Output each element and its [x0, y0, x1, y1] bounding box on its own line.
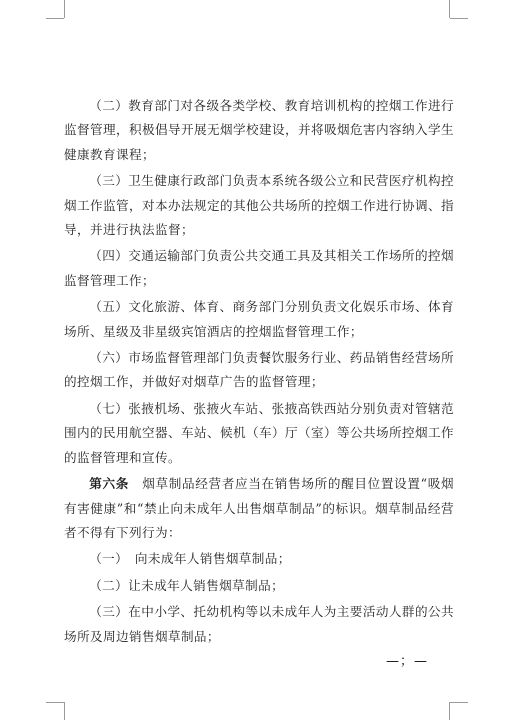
crop-mark-top-left-horizontal — [46, 18, 64, 19]
prohibited-item-3: （三）在中小学、托幼机构等以未成年人为主要活动人群的公共场所及周边销售烟草制品； — [64, 604, 454, 644]
crop-mark-bottom-right-horizontal — [450, 702, 468, 703]
article-6-heading: 第六条 — [89, 476, 129, 492]
crop-mark-bottom-left-vertical — [64, 702, 65, 720]
clause-7: （七）张掖机场、张掖火车站、张掖高铁西站分别负责对管辖范围内的民用航空器、车站、候机（车）厅（室）等公共场所控烟工作的监督管理和宣传。 — [64, 400, 454, 465]
clause-5: （五）文化旅游、体育、商务部门分别负责文化娱乐市场、体育场所、星级及非星级宾馆酒店的控烟监督管理工作； — [64, 299, 454, 339]
prohibited-item-1: （一） 向未成年人销售烟草制品； — [89, 551, 291, 567]
clause-3: （三）卫生健康行政部门负责本系统各级公立和民营医疗机构控烟工作监管，对本办法规定的其他公共场所的控烟工作进行协调、指导，并进行执法监督； — [64, 173, 454, 238]
crop-mark-top-left-vertical — [64, 0, 65, 18]
document-body — [64, 94, 454, 651]
article-6-paragraph — [64, 472, 454, 545]
crop-mark-top-right-vertical — [449, 0, 450, 18]
crop-mark-bottom-right-vertical — [449, 702, 450, 720]
clause-6: （六）市场监督管理部门负责餐饮服务行业、药品销售经营场所的控烟工作，并做好对烟草广告的监督管理； — [64, 350, 454, 390]
crop-mark-top-right-horizontal — [450, 18, 468, 19]
page-number: —；— — [385, 654, 428, 669]
crop-mark-bottom-left-horizontal — [46, 702, 64, 703]
clause-4: （四）交通运输部门负责公共交通工具及其相关工作场所的控烟监督管理工作； — [64, 248, 454, 288]
clause-2: （二）教育部门对各级各类学校、教育培训机构的控烟工作进行监督管理，积极倡导开展无烟学校建设，并将吸烟危害内容纳入学生健康教育课程； — [64, 98, 454, 162]
prohibited-item-2: （二）让未成年人销售烟草制品； — [89, 577, 285, 593]
article-6-text: 烟草制品经营者应当在销售场所的醒目位置设置“吸烟有害健康”和“禁止向未成年人出售烟草制品”的标识。烟草制品经营者不得有下列行为： — [64, 476, 454, 540]
